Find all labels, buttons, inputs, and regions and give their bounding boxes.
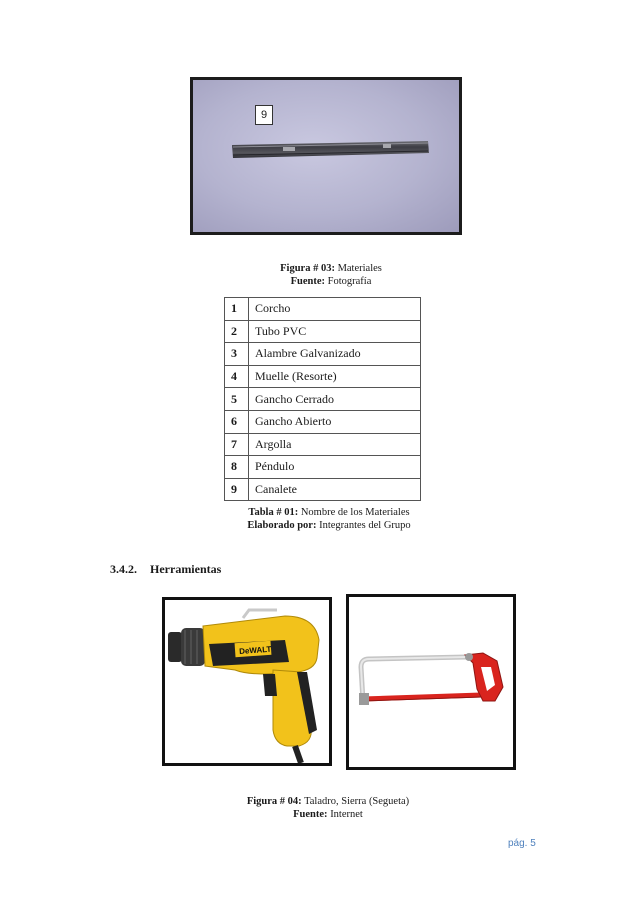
caption-title: Nombre de los Materiales [300,507,410,518]
caption-source: Integrantes del Grupo [319,520,411,531]
figure-caption [226,262,436,288]
row-material: Canalete [249,478,421,501]
hacksaw-image [349,597,513,767]
caption-source: Fotografía [327,276,372,287]
materials-photo [190,77,462,235]
drill-brand-label: DeWALT [238,644,272,656]
row-number: 4 [225,365,249,388]
caption-title-label: Tabla # 01: [248,507,299,518]
row-number: 7 [225,433,249,456]
caption-title: Materiales [337,263,382,274]
caption-title-label: Figura # 04: [246,796,302,807]
row-number: 9 [225,478,249,501]
saw-photo [346,594,516,770]
drill-image [165,600,329,763]
materials-table [224,297,421,501]
table-row [225,410,421,433]
table-row [225,298,421,321]
caption-source-label: Fuente: [290,276,326,287]
table-row [225,388,421,411]
row-number: 6 [225,410,249,433]
caption-title: Taladro, Sierra (Segueta) [304,796,410,807]
section-number: 3.4.2. [110,562,137,576]
canalete-image [193,80,459,232]
caption-source-label: Fuente: [293,809,328,820]
row-number: 5 [225,388,249,411]
row-material: Gancho Cerrado [249,388,421,411]
table-row [225,365,421,388]
row-material: Péndulo [249,456,421,479]
caption-title-label: Figura # 03: [280,263,335,274]
table-row [225,320,421,343]
row-number: 3 [225,343,249,366]
table-row [225,343,421,366]
caption-source-label: Elaborado por: [247,520,317,531]
row-material: Gancho Abierto [249,410,421,433]
figure-caption [228,795,428,821]
row-material: Tubo PVC [249,320,421,343]
row-number: 8 [225,456,249,479]
row-material: Argolla [249,433,421,456]
caption-source: Internet [330,809,363,820]
page-number: pág. 5 [508,838,536,849]
row-material: Corcho [249,298,421,321]
table-row [225,478,421,501]
row-number: 2 [225,320,249,343]
row-material: Alambre Galvanizado [249,343,421,366]
table-row [225,456,421,479]
table-caption [224,506,434,532]
figure-number-label: 9 [255,105,273,125]
row-material: Muelle (Resorte) [249,365,421,388]
section-title: Herramientas [150,562,222,576]
row-number: 1 [225,298,249,321]
drill-photo [162,597,332,766]
table-row [225,433,421,456]
section-heading [110,562,221,577]
